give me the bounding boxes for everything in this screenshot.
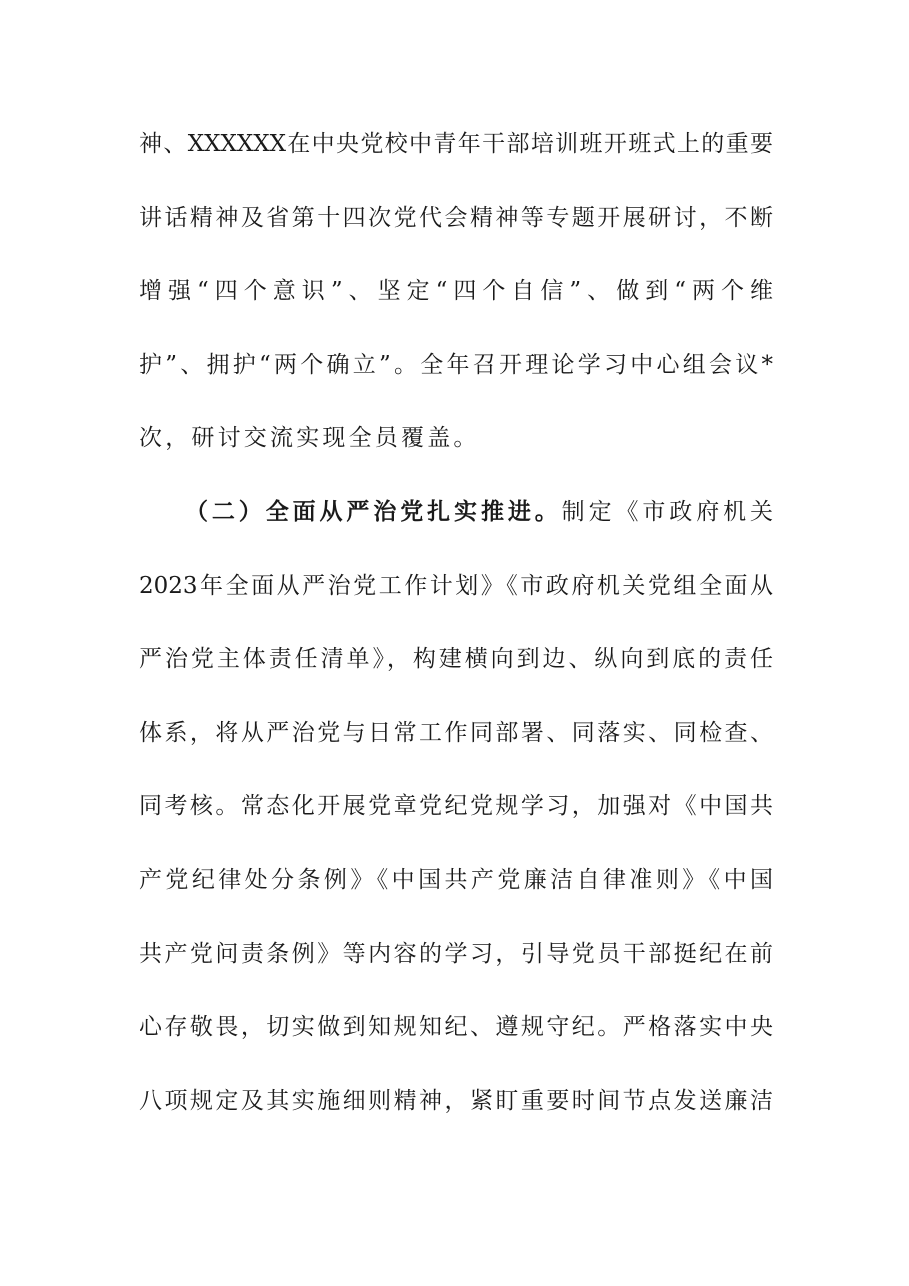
paragraph-2-line-9: 八项规定及其实施细则精神，紧盯重要时间节点发送廉洁	[139, 1087, 773, 1114]
paragraph-2-line-4: 体系，将从严治党与日常工作同部署、同落实、同检查、	[139, 719, 773, 746]
paragraph-2-line-8: 心存敬畏，切实做到知规知纪、遵规守纪。严格落实中央	[139, 1014, 773, 1041]
paragraph-1-line-2: 讲话精神及省第十四次党代会精神等专题开展研讨，不断	[139, 204, 773, 231]
paragraph-2-line-2: 2023年全面从严治党工作计划》《市政府机关党组全面从	[139, 572, 773, 599]
paragraph-2-line-3: 严治党主体责任清单》，构建横向到边、纵向到底的责任	[139, 646, 773, 673]
paragraph-1-line-5: 次，研讨交流实现全员覆盖。	[139, 425, 480, 452]
paragraph-1-line-3: 增强“四个意识”、坚定“四个自信”、做到“两个维	[139, 278, 773, 305]
body-text	[139, 122, 773, 1152]
paragraph-2-line-5: 同考核。常态化开展党章党纪党规学习，加强对《中国共	[139, 793, 773, 820]
paragraph-2-line-6: 产党纪律处分条例》《中国共产党廉洁自律准则》《中国	[139, 866, 773, 893]
paragraph-1-line-1: 神、XXXXXX在中央党校中青年干部培训班开班式上的重要	[139, 131, 773, 157]
paragraph-1-line-4: 护”、拥护“两个确立”。全年召开理论学习中心组会议*	[139, 351, 773, 378]
section-heading: （二）全面从严治党扎实推进。	[185, 497, 562, 525]
paragraph-2-line-1-rest: 制定《市政府机关	[561, 498, 774, 525]
paragraph-2-line-7: 共产党问责条例》等内容的学习，引导党员干部挺纪在前	[139, 940, 773, 967]
paragraph-2-line-1	[139, 490, 773, 564]
